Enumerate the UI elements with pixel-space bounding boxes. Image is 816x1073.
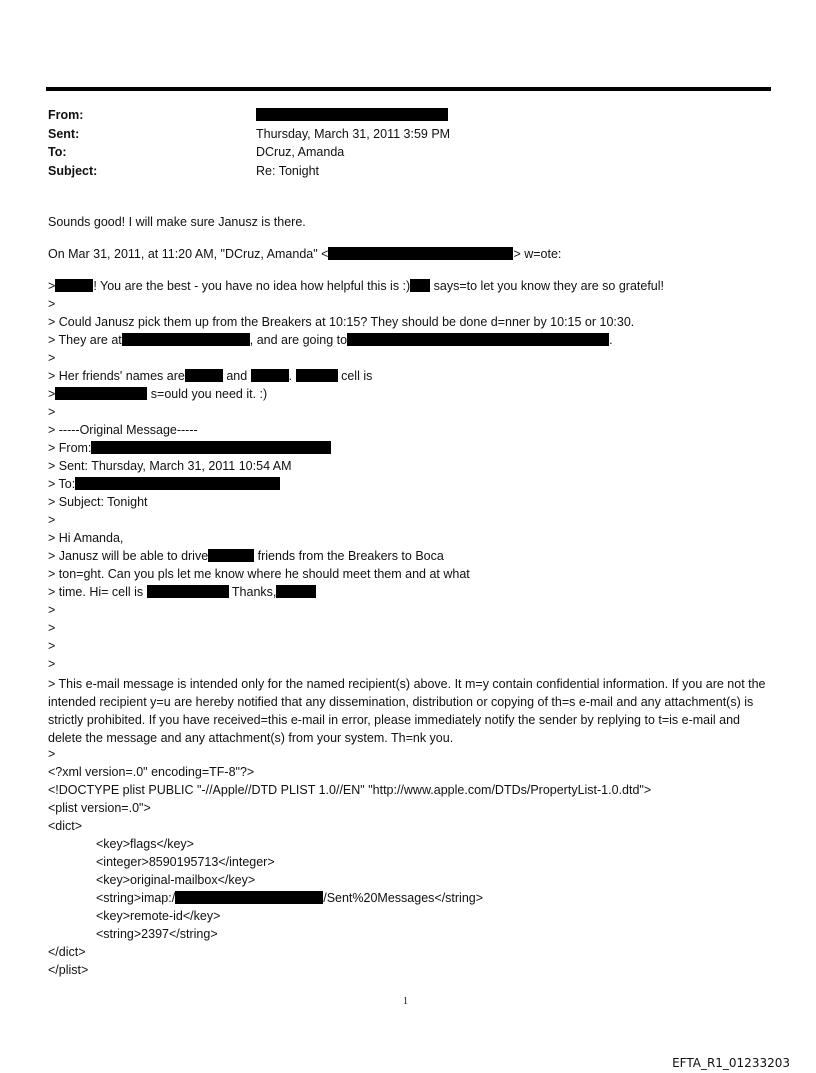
plist-line: <?xml version=.0" encoding=TF-8"?> — [48, 765, 255, 779]
quoted-line: > -----Original Message----- — [48, 423, 198, 437]
quoted-line: > Hi Amanda, — [48, 531, 124, 545]
redaction-box — [55, 387, 147, 400]
redaction-box — [208, 549, 254, 562]
text-fragment: cell is — [337, 369, 373, 383]
to-label: To: — [48, 145, 67, 159]
quoted-line: > — [48, 747, 56, 761]
text-fragment: > — [48, 279, 56, 293]
quoted-line: > — [48, 297, 56, 311]
text-fragment: . — [288, 369, 293, 383]
quoted-line: > Subject: Tonight — [48, 495, 148, 509]
quoted-line: > — [48, 639, 56, 653]
document-id: EFTA_R1_01233203 — [672, 1056, 790, 1070]
text-fragment: > — [48, 387, 56, 401]
redaction-box — [185, 369, 223, 382]
text-fragment: > w=ote: — [513, 247, 562, 261]
redaction-box — [328, 247, 513, 260]
plist-line: <!DOCTYPE plist PUBLIC "-//Apple//DTD PLIST 1.0//EN" "http://www.apple.com/DTDs/PropertyList-1.0.dtd"> — [48, 783, 652, 797]
email-body — [48, 215, 770, 981]
plist-line: <dict> — [48, 819, 83, 833]
plist-line: <plist version=.0"> — [48, 801, 151, 815]
quoted-line: > — [48, 351, 56, 365]
text-fragment: friends from the Breakers to Boca — [254, 549, 444, 563]
redaction-box — [410, 279, 430, 292]
plist-line: <string>2397</string> — [96, 927, 218, 941]
plist-line: </dict> — [48, 945, 86, 959]
sent-value: Thursday, March 31, 2011 3:59 PM — [256, 126, 451, 141]
from-label: From: — [48, 108, 84, 122]
redaction-box — [55, 279, 93, 292]
plist-line: <key>flags</key> — [96, 837, 194, 851]
quoted-line: > — [48, 513, 56, 527]
redaction-box — [91, 441, 331, 454]
top-rule — [46, 87, 771, 91]
redaction-box — [251, 369, 289, 382]
text-fragment: . — [609, 333, 613, 347]
quoted-line: > — [48, 621, 56, 635]
text-fragment: <string>imap:/ — [96, 891, 176, 905]
text-fragment: Thanks, — [228, 585, 277, 599]
quoted-line — [48, 333, 770, 351]
quoted-line: > — [48, 405, 56, 419]
to-value: DCruz, Amanda — [256, 145, 345, 159]
quoted-line: > Sent: Thursday, March 31, 2011 10:54 AM — [48, 459, 292, 473]
page-number: 1 — [403, 996, 408, 1007]
body-line: Sounds good! I will make sure Janusz is there. — [48, 215, 306, 229]
text-fragment: > They are at — [48, 333, 122, 347]
sent-label: Sent: — [48, 126, 80, 141]
quoted-line — [48, 585, 770, 603]
text-fragment: On Mar 31, 2011, at 11:20 AM, "DCruz, Amanda" < — [48, 247, 329, 261]
text-fragment: , and are going to — [249, 333, 348, 347]
text-fragment: > Her friends' names are — [48, 369, 185, 383]
subject-label: Subject: — [48, 163, 98, 178]
quoted-line: > Could Janusz pick them up from the Breakers at 10:15? They should be done d=nner by 10:15 or 10:30. — [48, 315, 635, 329]
text-fragment: says=to let you know they are so grateful! — [430, 279, 664, 293]
plist-line: <key>original-mailbox</key> — [96, 873, 256, 887]
quoted-line: > — [48, 657, 56, 671]
redaction-box — [347, 333, 609, 346]
text-fragment: > From: — [48, 441, 92, 455]
plist-line — [48, 891, 770, 909]
redaction-box — [256, 108, 448, 121]
quoted-line — [48, 387, 770, 405]
quoted-line — [48, 477, 770, 495]
plist-line: <integer>8590195713</integer> — [96, 855, 275, 869]
text-fragment: s=ould you need it. :) — [147, 387, 268, 401]
quoted-line: > — [48, 603, 56, 617]
plist-line: <key>remote-id</key> — [96, 909, 221, 923]
plist-line: </plist> — [48, 963, 89, 977]
disclaimer-paragraph: > This e-mail message is intended only for the named recipient(s) above. It m=y contain confidential information. If you are not the intended recipient y=u are hereby notified that any dissemination, distribution or copying of th=s e-mail and any attachment(s) is strictly prohibited. If you have received=this e-mail in error, please immediately notify the sender by replying to t=is e-mail and delete the message and any attachment(s) from your system. Th=nk you. — [48, 677, 766, 745]
subject-value: Re: Tonight — [256, 163, 320, 178]
redaction-box — [296, 369, 338, 382]
quoted-line — [48, 441, 770, 459]
quoted-line — [48, 549, 770, 567]
redaction-box — [122, 333, 250, 346]
text-fragment: ! You are the best - you have no idea how helpful this is :) — [93, 279, 411, 293]
redaction-box — [75, 477, 280, 490]
body-line — [48, 247, 770, 265]
quoted-line — [48, 369, 770, 387]
text-fragment: > Janusz will be able to drive — [48, 549, 209, 563]
text-fragment: and — [226, 369, 248, 383]
redaction-box — [276, 585, 316, 598]
text-fragment: > time. Hi= cell is — [48, 585, 144, 599]
quoted-line: > ton=ght. Can you pls let me know where he should meet them and at what — [48, 567, 470, 581]
from-value — [256, 108, 448, 122]
redaction-box — [147, 585, 229, 598]
redaction-box — [175, 891, 323, 904]
quoted-line — [48, 279, 770, 297]
text-fragment: > To: — [48, 477, 76, 491]
text-fragment: /Sent%20Messages</string> — [323, 891, 484, 905]
